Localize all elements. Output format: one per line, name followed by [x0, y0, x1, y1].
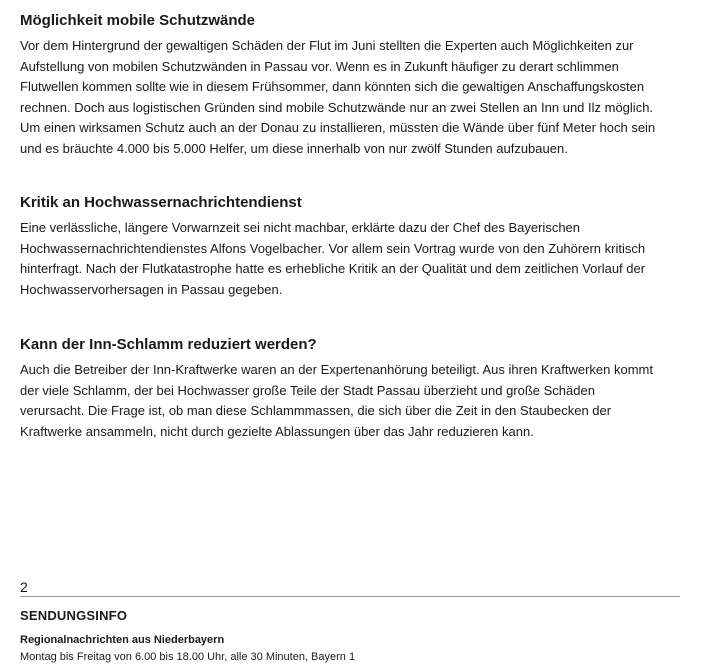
section-hochwassernachrichtendienst	[20, 194, 680, 300]
paragraph-line: Hochwasservorhersagen in Passau gegeben.	[20, 281, 283, 297]
section-paragraph	[20, 360, 680, 442]
section-paragraph	[20, 36, 680, 159]
page-number: 2	[20, 579, 28, 595]
paragraph-line: Eine verlässliche, längere Vorwarnzeit sei nicht machbar, erklärte dazu der Chef des Bayerischen	[20, 220, 581, 235]
section-heading: Möglichkeit mobile Schutzwände	[20, 12, 256, 29]
paragraph-line: und es bräuchte 4.000 bis 5.000 Helfer, um diese innerhalb von nur zwölf Stunden aufzubauen.	[20, 140, 568, 156]
paragraph-line: Aufstellung von mobilen Schutzwänden in Passau vor. Wenn es in Zukunft häufiger zu derart schlimmen	[20, 58, 619, 74]
paragraph-line: Um einen wirksamen Schutz auch an der Donau zu installieren, müssten die Wände über fünf Meter hoch sein	[20, 120, 656, 135]
sendungsinfo-title: SENDUNGSINFO	[20, 608, 128, 623]
paragraph-line: rechnen. Doch aus logistischen Gründen sind mobile Schutzwände nur an zwei Stellen an Inn und Ilz möglich.	[20, 99, 654, 115]
paragraph-line: Flutwellen kommen sollte wie in diesem Frühsommer, dann könnten sich die gewaltigen Anschaffungskosten	[20, 79, 645, 94]
paragraph-line: Kraftwerke ansammeln, nicht durch gezielte Ablassungen über das Jahr reduzieren kann.	[20, 423, 534, 439]
paragraph-line: hinterfragt. Nach der Flutkatastrophe hatte es erhebliche Kritik an der Qualität und dem zeitlichen Vorlauf der	[20, 261, 646, 276]
section-mobile-schutzwaende	[20, 12, 680, 159]
paragraph-line: der viele Schlamm, der bei Hochwasser große Teile der Stadt Passau überzieht und große Schäden	[20, 382, 595, 398]
program-schedule: Montag bis Freitag von 6.00 bis 18.00 Uhr, alle 30 Minuten, Bayern 1	[20, 651, 356, 663]
section-inn-schlamm	[20, 336, 680, 442]
program-title: Regionalnachrichten aus Niederbayern	[20, 634, 225, 646]
section-heading: Kritik an Hochwassernachrichtendienst	[20, 194, 302, 211]
paragraph-line: Hochwassernachrichtendienstes Alfons Vogelbacher. Vor allem sein Vortrag wurde von den Zuhörern kritisch	[20, 240, 646, 256]
section-paragraph	[20, 218, 680, 300]
paragraph-line: verursacht. Die Frage ist, ob man diese Schlammmassen, die sich über die Zeit in den Staubecken der	[20, 403, 612, 418]
paragraph-line: Auch die Betreiber der Inn-Kraftwerke waren an der Expertenanhörung beteiligt. Aus ihren Kraftwerken kommt	[20, 362, 654, 377]
section-heading: Kann der Inn-Schlamm reduziert werden?	[20, 336, 317, 353]
footer-divider	[20, 596, 680, 597]
paragraph-line: Vor dem Hintergrund der gewaltigen Schäden der Flut im Juni stellten die Experten auch Möglichkeiten zur	[20, 38, 634, 53]
